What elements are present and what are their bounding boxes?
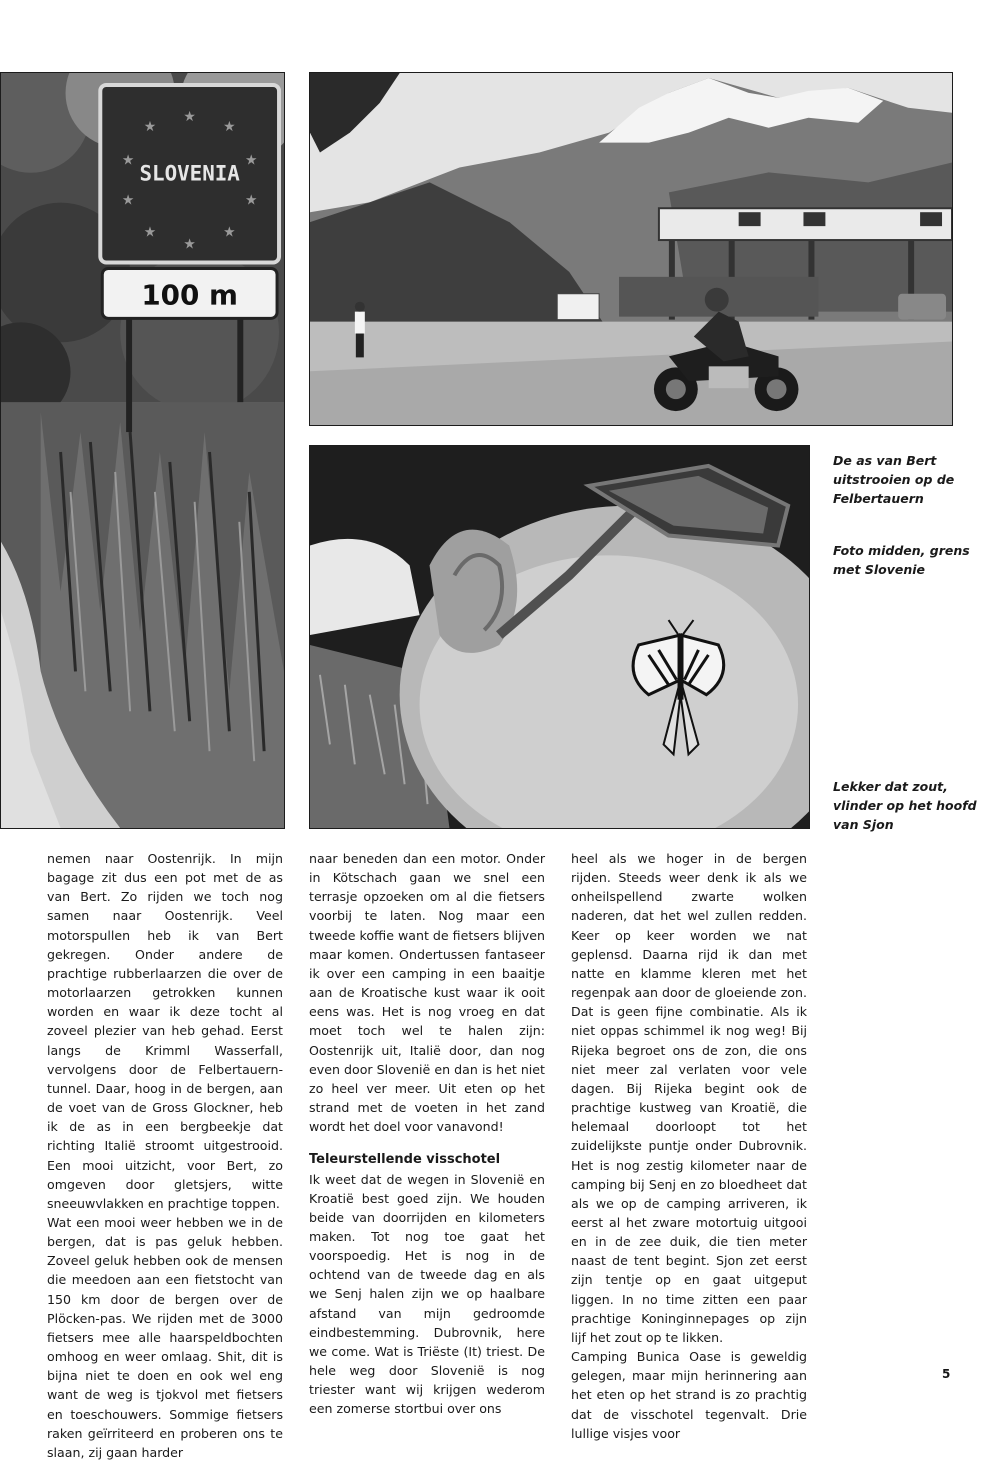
article-column-2 (309, 849, 545, 1419)
svg-text:★: ★ (183, 108, 196, 125)
paragraph: Ik weet dat de wegen in Slovenië en Kroatië best goed zijn. We houden beide van doorrijden en kilometers maken. Tot nog toe gaat het voorspoedig. Het is nog in de ochtend van de tweede dag en als we Senj halen zijn we op haalbare afstand van mijn gedroomde eindbestemming. Dubrovnik, here we come. Wat is Triëste (It) triest. De hele weg door Slovenië is nog triester want wij krijgen wederom een zomerse stortbui over ons (309, 1171, 545, 1417)
paragraph: nemen naar Oostenrijk. In mijn bagage zit dus een pot met de as van Bert. Zo rijden we toch nog samen naar Oostenrijk. Veel motorspullen heb ik van Bert gekregen. Onder andere de prachtige rubberlaarzen die over de motorlaarzen getrokken kunnen worden en waar ik deze tocht al zoveel plezier van heb gehad. Eerst langs de Krimml Wasserfall, vervolgens door de Felbertauern-tunnel. Daar, hoog in de bergen, aan de voet van de Gross Glockner, heb ik de as in een bergbeekje dat richting Italië stroomt uitgestrooid. Een mooi uitzicht, voor Bert, zo omgeven door gletsjers, witte sneeuwvlakken en prachtige toppen. (47, 851, 283, 1211)
caption-middle: Foto midden, grens met Slovenie (833, 543, 970, 577)
paragraph: heel als we hoger in de bergen rijden. Steeds weer denk ik als we onheilspellend zwarte wolken naderen, dat het wel zullen redden. Keer op keer worden we nat geplensd. Daarna rijd ik dan met natte en klamme kleren met het regenpak aan door de gloeiende zon. Dat is geen fijne combinatie. Als ik niet oppas schimmel ik nog weg! Bij Rijeka begroet ons de zon, die ons niet meer zal verlaten voor vele dagen. Bij Rijeka begint ook de prachtige kustweg van Kroatië, die helemaal doorloopt tot het zuidelijkste puntje onder Dubrovnik. Het is nog zestig kilometer naar de camping bij Senj en zo bloedheet dat als we op de camping arriveren, ik eerst al het zware motortuig uitgooi en in de zee duik, die tien meter naast de tent begint. Sjon zet eerst zijn tentje op en gaat uitgeput liggen. In no time zitten een paar prachtige Koninginnepages op zijn lijf het zout op te likken. (571, 851, 807, 1345)
article-column-1 (47, 849, 283, 1462)
svg-text:★: ★ (223, 118, 236, 135)
svg-text:★: ★ (245, 152, 258, 169)
svg-text:★: ★ (245, 192, 258, 209)
photo-mountain-pass (309, 72, 953, 426)
photo-border-sign (0, 72, 285, 829)
page-number: 5 (942, 1367, 951, 1381)
svg-text:★: ★ (143, 118, 157, 135)
svg-text:★: ★ (183, 236, 196, 253)
svg-text:★: ★ (143, 224, 157, 241)
svg-text:★: ★ (223, 224, 236, 241)
paragraph: Camping Bunica Oase is geweldig gelegen, maar mijn herinnering aan het eten op het strand is zo prachtig dat de visschotel tegenvalt. Drie lullige visjes voor (571, 1349, 807, 1441)
caption-top: De as van Bert uitstrooien op de Felbertauern (833, 453, 955, 506)
photo-sleeping-man (309, 445, 810, 829)
mountain-pass-image (310, 73, 952, 425)
sign-country-text: SLOVENIA (139, 161, 240, 186)
paragraph: naar beneden dan een motor. Onder in Kötschach gaan we snel een terrasje opzoeken om al die fietsers voorbij te laten. Nog maar een tweede koffie want de fietsers blijven maar komen. Ondertussen fantaseer ik over een camping in een baaitje aan de Kroatische kust waar ik ooit eens was. Het is nog vroeg en dat moet toch wel te halen zijn: Oostenrijk uit, Italië door, dan nog even door Slovenië en dan is het niet zo heel ver meer. Uit eten op het strand met de voeten in het zand wordt het doel voor vanavond! (309, 851, 545, 1135)
border-sign-image (1, 73, 284, 828)
section-heading: Teleurstellende visschotel (309, 1152, 501, 1168)
sign-distance-text: 100 m (141, 278, 239, 312)
svg-text:★: ★ (121, 192, 135, 209)
sleeping-man-image (310, 446, 809, 828)
paragraph: Wat een mooi weer hebben we in de bergen, dat is pas geluk hebben. Zoveel geluk hebben ook de mensen die meedoen aan een fietstocht van 150 km door de bergen over de Plöcken-pas. We rijden met de 3000 fietsers mee alle haarspeldbochten omhoog en weer omlaag. Shit, dit is bijna niet te doen en ook wel eng want de weg is tjokvol met fietsers en toeschouwers. Sommige fietsers raken geïrriteerd en proberen ons te slaan, zij gaan harder (47, 1214, 283, 1460)
article-column-3 (571, 849, 807, 1443)
caption-bottom: Lekker dat zout, vlinder op het hoofd van Sjon (833, 779, 977, 832)
svg-text:★: ★ (121, 152, 135, 169)
